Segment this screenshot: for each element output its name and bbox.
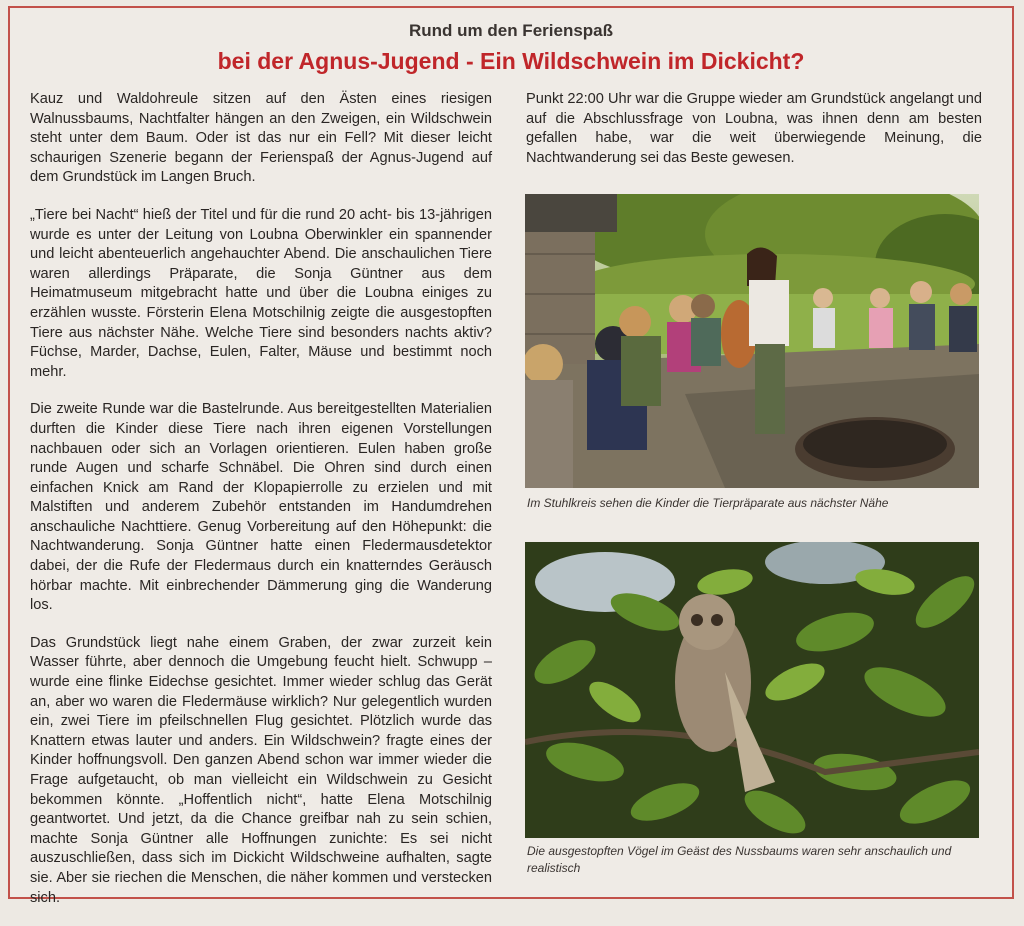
photo-owl-image [525,542,979,838]
caption-photo-2: Die ausgestopften Vögel im Geäst des Nussbaums waren sehr anschaulich und realistisch [527,844,952,875]
caption-photo-1: Im Stuhlkreis sehen die Kinder die Tierpräparate aus nächster Nähe [527,496,889,510]
paragraph-4: Das Grundstück liegt nahe einem Graben, der zwar zurzeit kein Wasser führte, aber dennoch die Umgebung feucht hielt. Schwupp – wurde eine flinke Eidechse gesichtet. Immer wieder schlug das Gerät an, aber wo waren die Fledermäuse wirklich? Nur gelegentlich wurden ein, zwei Tiere im pfeilschnellen Flug gesichtet. Plötzlich wurde das Knattern etwas lauter und anders. Ein Wildschwein? fragte eines der Kinder hoffnungsvoll. Den ganzen Abend schon war immer wieder die Frage aufgetaucht, ob man vielleicht ein Wildschwein zu Gesicht bekommen könnte. „Hoffentlich nicht“, hatte Elena Motschilnig geantwortet. Und jetzt, da die Chance greifbar nah zu sein schien, machte Sonja Güntner alle Hoffnungen zunichte: Es sei nicht auszuschließen, dass sich im Dickicht Wildschweine aufhalten, sagte sie. Aber sie riechen die Menschen, die näher kommen und verstecken sich. [30,634,492,906]
left-column [30,90,492,926]
kicker: Rund um den Ferienspaß [408,21,614,40]
photo-stuhlkreis-image [525,194,979,488]
paragraph-3: Die zweite Runde war die Bastelrunde. Aus bereitgestellten Materialien durften die Kinder diese Tiere nach ihren eigenen Vorstellungen nachbauen oder sich an Vorlagen orientieren. Eulen haben große runde Augen und scharfe Schnäbel. Die Ohren sind durch einen einfachen Knick am Rand der Klopapierrolle zu erzielen und mit Malstiften und anderem Zubehör entstanden im Handumdrehen anschauliche Nachttiere. Genug Vorbereitung auf den Höhepunkt: die Nachtwanderung. Sonja Güntner hatte einen Fledermausdetektor dabei, der die Rufe der Fledermaus durch ein knatterndes Geräusch hörbar machte. Mit einbrechender Dämmerung ging die Wanderung los. [30,401,492,614]
paragraph-2: „Tiere bei Nacht“ hieß der Titel und für die rund 20 acht- bis 13-jährigen wurde es unter der Leitung von Loubna Oberwinkler ein spannender und leicht abenteuerlich angehauchter Abend. Die anschaulichen Tiere waren allerdings Präparate, die Sonja Güntner aus dem Heimatmuseum mitgebracht hatte und über die Loubna einiges zu erzählen wusste. Försterin Elena Motschilnig zeigte die ausgestopften Tiere aus nächster Nähe. Welche Tiere sind besonders nachts aktiv? Füchse, Marder, Dachse, Eulen, Falter, Mäuse und bestimmt noch mehr. [30,206,492,380]
photo-stuhlkreis [525,194,979,488]
paragraph-1: Kauz und Waldohreule sitzen auf den Ästen eines riesigen Walnussbaums, Nachtfalter hängen an den Zweigen, ein Wildschwein steht unter dem Baum. Oder ist das nur ein Fell? Mit dieser leicht schaurigen Szenerie begann der Ferienspaß der Agnus-Jugend auf dem Grundstück im Langen Bruch. [30,91,492,186]
photo-owl [525,542,979,838]
headline: bei der Agnus-Jugend - Ein Wildschwein im Dickicht? [217,48,805,74]
right-column [526,90,982,168]
paragraph-right: Punkt 22:00 Uhr war die Gruppe wieder am Grundstück angelangt und auf die Abschlussfrage von Loubna, was ihnen denn am besten gefallen habe, war die weit überwiegende Meinung, die Nachtwanderung sei das Beste gewesen. [526,91,982,166]
